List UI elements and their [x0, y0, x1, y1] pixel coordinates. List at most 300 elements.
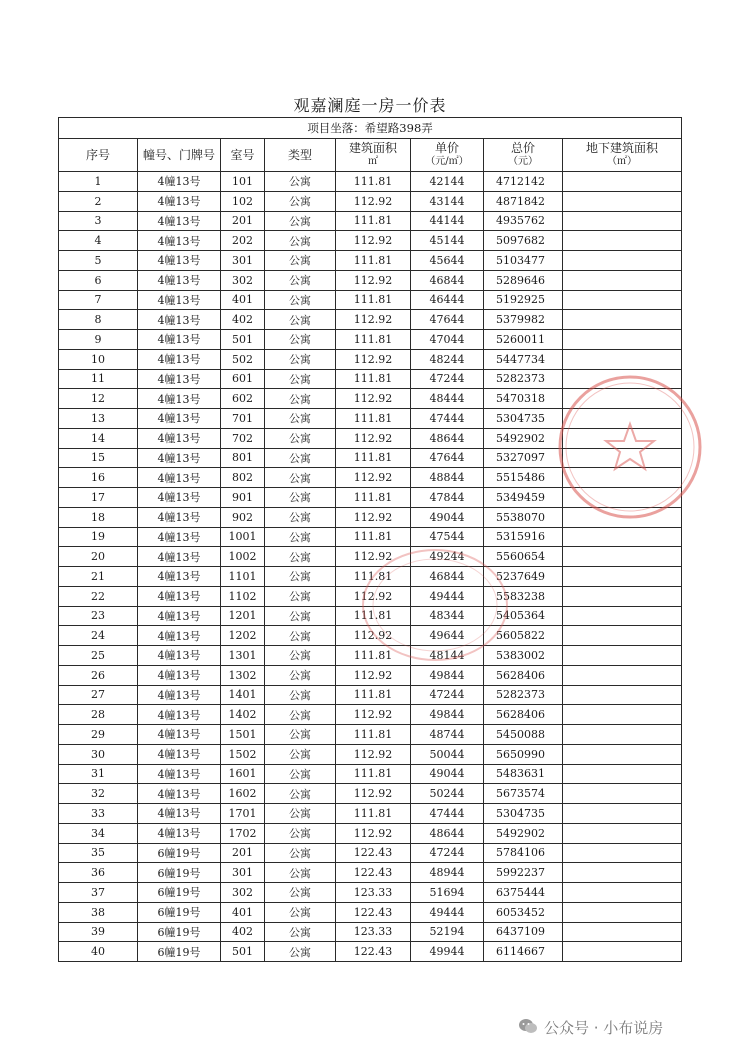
- cell-building: 4幢13号: [138, 211, 221, 231]
- cell-total: 5405364: [484, 606, 563, 626]
- cell-seq: 15: [59, 448, 138, 468]
- table-body: [59, 172, 682, 962]
- cell-area: 112.92: [336, 744, 411, 764]
- cell-room: 602: [221, 389, 265, 409]
- cell-area: 111.81: [336, 646, 411, 666]
- cell-unit-price: 49244: [411, 547, 484, 567]
- header-room: 室号: [221, 139, 265, 172]
- cell-area: 111.81: [336, 764, 411, 784]
- cell-unit-price: 49444: [411, 586, 484, 606]
- cell-unit-price: 49844: [411, 705, 484, 725]
- cell-building: 4幢13号: [138, 744, 221, 764]
- table-row: [59, 626, 682, 646]
- cell-type: 公寓: [265, 547, 336, 567]
- cell-seq: 33: [59, 804, 138, 824]
- cell-basement: [563, 547, 682, 567]
- header-basement-unit: （㎡）: [607, 156, 638, 167]
- cell-basement: [563, 507, 682, 527]
- cell-area: 112.92: [336, 665, 411, 685]
- cell-seq: 8: [59, 310, 138, 330]
- table-row: [59, 290, 682, 310]
- cell-room: 1301: [221, 646, 265, 666]
- cell-unit-price: 48844: [411, 468, 484, 488]
- cell-area: 123.33: [336, 922, 411, 942]
- cell-type: 公寓: [265, 902, 336, 922]
- cell-area: 111.81: [336, 290, 411, 310]
- cell-building: 4幢13号: [138, 705, 221, 725]
- cell-seq: 38: [59, 902, 138, 922]
- table-row: [59, 942, 682, 962]
- cell-room: 901: [221, 488, 265, 508]
- cell-unit-price: 48444: [411, 389, 484, 409]
- cell-total: 6053452: [484, 902, 563, 922]
- cell-seq: 34: [59, 823, 138, 843]
- cell-total: 5784106: [484, 843, 563, 863]
- cell-building: 4幢13号: [138, 804, 221, 824]
- cell-seq: 22: [59, 586, 138, 606]
- cell-type: 公寓: [265, 310, 336, 330]
- cell-building: 4幢13号: [138, 567, 221, 587]
- cell-basement: [563, 310, 682, 330]
- cell-seq: 17: [59, 488, 138, 508]
- cell-seq: 3: [59, 211, 138, 231]
- cell-room: 202: [221, 231, 265, 251]
- table-row: [59, 428, 682, 448]
- header-seq: 序号: [59, 139, 138, 172]
- cell-seq: 1: [59, 172, 138, 192]
- table-row: [59, 823, 682, 843]
- table-row: [59, 369, 682, 389]
- cell-room: 201: [221, 843, 265, 863]
- cell-seq: 4: [59, 231, 138, 251]
- cell-building: 4幢13号: [138, 527, 221, 547]
- cell-total: 5560654: [484, 547, 563, 567]
- cell-total: 5450088: [484, 725, 563, 745]
- header-total-label: 总价: [510, 141, 535, 155]
- cell-total: 5282373: [484, 369, 563, 389]
- cell-total: 5673574: [484, 784, 563, 804]
- cell-unit-price: 48344: [411, 606, 484, 626]
- cell-type: 公寓: [265, 211, 336, 231]
- table-row: [59, 172, 682, 192]
- cell-area: 111.81: [336, 527, 411, 547]
- cell-seq: 37: [59, 883, 138, 903]
- cell-area: 112.92: [336, 270, 411, 290]
- cell-area: 112.92: [336, 507, 411, 527]
- table-row: [59, 606, 682, 626]
- cell-room: 802: [221, 468, 265, 488]
- cell-seq: 26: [59, 665, 138, 685]
- table-row: [59, 211, 682, 231]
- cell-seq: 11: [59, 369, 138, 389]
- cell-type: 公寓: [265, 586, 336, 606]
- cell-area: 112.92: [336, 705, 411, 725]
- cell-unit-price: 52194: [411, 922, 484, 942]
- cell-basement: [563, 290, 682, 310]
- cell-type: 公寓: [265, 784, 336, 804]
- cell-building: 4幢13号: [138, 389, 221, 409]
- cell-basement: [563, 567, 682, 587]
- cell-area: 112.92: [336, 389, 411, 409]
- cell-basement: [563, 448, 682, 468]
- cell-building: 4幢13号: [138, 665, 221, 685]
- cell-unit-price: 49044: [411, 507, 484, 527]
- cell-unit-price: 49444: [411, 902, 484, 922]
- cell-total: 6437109: [484, 922, 563, 942]
- cell-type: 公寓: [265, 646, 336, 666]
- cell-type: 公寓: [265, 922, 336, 942]
- cell-basement: [563, 804, 682, 824]
- table-row: [59, 349, 682, 369]
- cell-unit-price: 47444: [411, 409, 484, 429]
- cell-area: 112.92: [336, 191, 411, 211]
- table-row: [59, 547, 682, 567]
- cell-room: 1602: [221, 784, 265, 804]
- cell-room: 301: [221, 863, 265, 883]
- cell-room: 402: [221, 310, 265, 330]
- cell-area: 111.81: [336, 488, 411, 508]
- project-location: 项目坐落：希望路398弄: [59, 118, 682, 139]
- table-row: [59, 863, 682, 883]
- cell-unit-price: 48944: [411, 863, 484, 883]
- table-row: [59, 725, 682, 745]
- cell-unit-price: 50044: [411, 744, 484, 764]
- cell-seq: 14: [59, 428, 138, 448]
- table-row: [59, 448, 682, 468]
- cell-type: 公寓: [265, 349, 336, 369]
- footer-text: 公众号 · 小布说房: [544, 1019, 664, 1037]
- cell-room: 1101: [221, 567, 265, 587]
- cell-room: 1502: [221, 744, 265, 764]
- cell-room: 302: [221, 883, 265, 903]
- cell-total: 5289646: [484, 270, 563, 290]
- cell-unit-price: 48644: [411, 823, 484, 843]
- cell-unit-price: 47244: [411, 843, 484, 863]
- cell-unit-price: 42144: [411, 172, 484, 192]
- cell-total: 6114667: [484, 942, 563, 962]
- cell-basement: [563, 527, 682, 547]
- cell-type: 公寓: [265, 685, 336, 705]
- cell-building: 4幢13号: [138, 547, 221, 567]
- cell-area: 112.92: [336, 468, 411, 488]
- header-area-label: 建筑面积: [348, 141, 397, 155]
- table-row: [59, 922, 682, 942]
- cell-room: 1202: [221, 626, 265, 646]
- cell-type: 公寓: [265, 428, 336, 448]
- cell-type: 公寓: [265, 626, 336, 646]
- header-area: [336, 139, 411, 172]
- header-building: 幢号、门牌号: [138, 139, 221, 172]
- header-type: 类型: [265, 139, 336, 172]
- cell-seq: 20: [59, 547, 138, 567]
- header-unit-price-label: 单价: [434, 141, 459, 155]
- cell-building: 4幢13号: [138, 428, 221, 448]
- cell-area: 111.81: [336, 330, 411, 350]
- cell-area: 111.81: [336, 211, 411, 231]
- cell-building: 4幢13号: [138, 764, 221, 784]
- table-row: [59, 191, 682, 211]
- cell-seq: 31: [59, 764, 138, 784]
- table-row: [59, 310, 682, 330]
- cell-basement: [563, 270, 682, 290]
- cell-area: 122.43: [336, 843, 411, 863]
- header-basement: [563, 139, 682, 172]
- cell-seq: 35: [59, 843, 138, 863]
- cell-total: 6375444: [484, 883, 563, 903]
- cell-unit-price: 46844: [411, 270, 484, 290]
- cell-basement: [563, 586, 682, 606]
- cell-unit-price: 47444: [411, 804, 484, 824]
- cell-building: 4幢13号: [138, 725, 221, 745]
- header-basement-label: 地下建筑面积: [586, 141, 659, 155]
- cell-building: 4幢13号: [138, 468, 221, 488]
- cell-unit-price: 47844: [411, 488, 484, 508]
- cell-basement: [563, 883, 682, 903]
- table-row: [59, 784, 682, 804]
- cell-type: 公寓: [265, 725, 336, 745]
- cell-building: 4幢13号: [138, 685, 221, 705]
- cell-type: 公寓: [265, 251, 336, 271]
- cell-type: 公寓: [265, 231, 336, 251]
- cell-unit-price: 48644: [411, 428, 484, 448]
- table-row: [59, 330, 682, 350]
- table-row: [59, 764, 682, 784]
- cell-basement: [563, 211, 682, 231]
- cell-seq: 7: [59, 290, 138, 310]
- table-row: [59, 843, 682, 863]
- cell-area: 112.92: [336, 823, 411, 843]
- cell-total: 5103477: [484, 251, 563, 271]
- cell-total: 5327097: [484, 448, 563, 468]
- table-row: [59, 389, 682, 409]
- cell-unit-price: 46844: [411, 567, 484, 587]
- cell-basement: [563, 606, 682, 626]
- cell-area: 112.92: [336, 626, 411, 646]
- cell-area: 111.81: [336, 606, 411, 626]
- cell-type: 公寓: [265, 764, 336, 784]
- cell-seq: 10: [59, 349, 138, 369]
- cell-building: 4幢13号: [138, 823, 221, 843]
- cell-type: 公寓: [265, 823, 336, 843]
- cell-room: 201: [221, 211, 265, 231]
- cell-total: 5097682: [484, 231, 563, 251]
- cell-area: 111.81: [336, 685, 411, 705]
- cell-unit-price: 44144: [411, 211, 484, 231]
- cell-seq: 12: [59, 389, 138, 409]
- cell-total: 5650990: [484, 744, 563, 764]
- cell-total: 5538070: [484, 507, 563, 527]
- table-row: [59, 409, 682, 429]
- cell-room: 1701: [221, 804, 265, 824]
- cell-basement: [563, 823, 682, 843]
- cell-unit-price: 51694: [411, 883, 484, 903]
- table-row: [59, 883, 682, 903]
- cell-room: 501: [221, 330, 265, 350]
- cell-total: 5192925: [484, 290, 563, 310]
- cell-area: 112.92: [336, 784, 411, 804]
- cell-seq: 24: [59, 626, 138, 646]
- cell-seq: 5: [59, 251, 138, 271]
- cell-room: 702: [221, 428, 265, 448]
- cell-area: 112.92: [336, 231, 411, 251]
- cell-room: 401: [221, 290, 265, 310]
- cell-building: 6幢19号: [138, 942, 221, 962]
- table-row: [59, 527, 682, 547]
- cell-seq: 23: [59, 606, 138, 626]
- cell-type: 公寓: [265, 665, 336, 685]
- cell-type: 公寓: [265, 290, 336, 310]
- cell-building: 4幢13号: [138, 606, 221, 626]
- footer-watermark: [518, 1017, 663, 1039]
- cell-seq: 28: [59, 705, 138, 725]
- cell-seq: 6: [59, 270, 138, 290]
- cell-building: 4幢13号: [138, 231, 221, 251]
- cell-total: 5515486: [484, 468, 563, 488]
- cell-unit-price: 47644: [411, 448, 484, 468]
- cell-type: 公寓: [265, 606, 336, 626]
- cell-basement: [563, 349, 682, 369]
- cell-basement: [563, 863, 682, 883]
- cell-type: 公寓: [265, 448, 336, 468]
- header-area-unit: ㎡: [368, 156, 378, 167]
- cell-seq: 39: [59, 922, 138, 942]
- table-row: [59, 804, 682, 824]
- cell-unit-price: 43144: [411, 191, 484, 211]
- cell-room: 1002: [221, 547, 265, 567]
- cell-total: 5304735: [484, 804, 563, 824]
- cell-area: 111.81: [336, 369, 411, 389]
- table-row: [59, 665, 682, 685]
- cell-area: 111.81: [336, 567, 411, 587]
- cell-basement: [563, 665, 682, 685]
- cell-building: 4幢13号: [138, 626, 221, 646]
- cell-total: 5470318: [484, 389, 563, 409]
- cell-basement: [563, 646, 682, 666]
- cell-room: 701: [221, 409, 265, 429]
- cell-basement: [563, 231, 682, 251]
- table-row: [59, 685, 682, 705]
- cell-type: 公寓: [265, 744, 336, 764]
- price-table: [58, 117, 682, 962]
- table-row: [59, 567, 682, 587]
- cell-building: 6幢19号: [138, 883, 221, 903]
- cell-unit-price: 48244: [411, 349, 484, 369]
- cell-unit-price: 49644: [411, 626, 484, 646]
- cell-type: 公寓: [265, 488, 336, 508]
- cell-building: 4幢13号: [138, 349, 221, 369]
- cell-seq: 29: [59, 725, 138, 745]
- cell-room: 102: [221, 191, 265, 211]
- cell-area: 112.92: [336, 428, 411, 448]
- cell-total: 4871842: [484, 191, 563, 211]
- cell-unit-price: 49844: [411, 665, 484, 685]
- cell-building: 4幢13号: [138, 586, 221, 606]
- cell-building: 4幢13号: [138, 646, 221, 666]
- cell-room: 301: [221, 251, 265, 271]
- cell-building: 4幢13号: [138, 488, 221, 508]
- cell-basement: [563, 330, 682, 350]
- cell-seq: 21: [59, 567, 138, 587]
- cell-area: 111.81: [336, 172, 411, 192]
- cell-area: 122.43: [336, 902, 411, 922]
- table-row: [59, 270, 682, 290]
- cell-type: 公寓: [265, 527, 336, 547]
- cell-basement: [563, 389, 682, 409]
- cell-total: 5379982: [484, 310, 563, 330]
- cell-building: 6幢19号: [138, 902, 221, 922]
- cell-room: 1401: [221, 685, 265, 705]
- table-row: [59, 488, 682, 508]
- cell-room: 1601: [221, 764, 265, 784]
- cell-basement: [563, 251, 682, 271]
- cell-total: 5383002: [484, 646, 563, 666]
- cell-basement: [563, 172, 682, 192]
- cell-room: 1302: [221, 665, 265, 685]
- cell-room: 601: [221, 369, 265, 389]
- table-row: [59, 705, 682, 725]
- cell-seq: 19: [59, 527, 138, 547]
- cell-unit-price: 47644: [411, 310, 484, 330]
- cell-area: 112.92: [336, 349, 411, 369]
- cell-basement: [563, 191, 682, 211]
- header-total: [484, 139, 563, 172]
- cell-total: 5260011: [484, 330, 563, 350]
- header-total-unit: （元）: [508, 156, 538, 167]
- cell-room: 1702: [221, 823, 265, 843]
- cell-building: 4幢13号: [138, 270, 221, 290]
- cell-building: 4幢13号: [138, 172, 221, 192]
- cell-seq: 30: [59, 744, 138, 764]
- cell-unit-price: 48144: [411, 646, 484, 666]
- cell-room: 1102: [221, 586, 265, 606]
- cell-building: 4幢13号: [138, 409, 221, 429]
- cell-basement: [563, 922, 682, 942]
- cell-building: 4幢13号: [138, 369, 221, 389]
- cell-unit-price: 47544: [411, 527, 484, 547]
- cell-total: 5492902: [484, 823, 563, 843]
- cell-building: 4幢13号: [138, 290, 221, 310]
- cell-seq: 27: [59, 685, 138, 705]
- cell-unit-price: 47244: [411, 685, 484, 705]
- cell-unit-price: 46444: [411, 290, 484, 310]
- cell-building: 4幢13号: [138, 310, 221, 330]
- cell-basement: [563, 902, 682, 922]
- cell-room: 1001: [221, 527, 265, 547]
- cell-unit-price: 48744: [411, 725, 484, 745]
- cell-room: 801: [221, 448, 265, 468]
- cell-building: 4幢13号: [138, 251, 221, 271]
- cell-room: 502: [221, 349, 265, 369]
- cell-area: 111.81: [336, 448, 411, 468]
- cell-basement: [563, 488, 682, 508]
- cell-total: 5237649: [484, 567, 563, 587]
- cell-seq: 32: [59, 784, 138, 804]
- cell-building: 4幢13号: [138, 448, 221, 468]
- cell-unit-price: 49044: [411, 764, 484, 784]
- cell-type: 公寓: [265, 270, 336, 290]
- table-row: [59, 251, 682, 271]
- cell-area: 122.43: [336, 942, 411, 962]
- cell-basement: [563, 764, 682, 784]
- table-row: [59, 902, 682, 922]
- cell-basement: [563, 428, 682, 448]
- cell-room: 902: [221, 507, 265, 527]
- cell-building: 4幢13号: [138, 507, 221, 527]
- cell-basement: [563, 744, 682, 764]
- cell-seq: 16: [59, 468, 138, 488]
- cell-unit-price: 45644: [411, 251, 484, 271]
- cell-seq: 13: [59, 409, 138, 429]
